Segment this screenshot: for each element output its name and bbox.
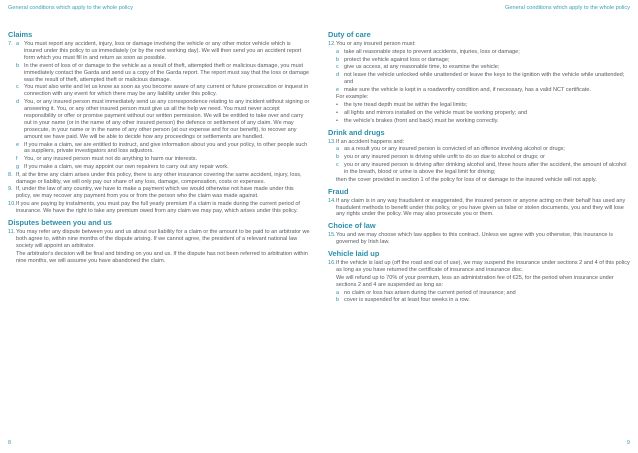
law-heading: Choice of law xyxy=(328,221,376,231)
clause-number: 7. xyxy=(8,41,13,47)
clause-12: 12. You or any insured person must: xyxy=(328,41,416,47)
clause-16-continued: We will refund up to 70% of your premium, less an administration fee of €25, for the period when insurance under sections 2 and 4 are suspended as long as: xyxy=(336,275,614,288)
clause-15: 15. You and we may choose which law applies to this contract. Unless we agree with you otherwise, this insurance is governed by Irish law. xyxy=(328,232,613,246)
clause-13c: c you or any insured person is driving after drinking alcohol and, three hours after the accident, the amount of alcohol in the breath, blood or urine is above the legal limit for driving; xyxy=(336,161,627,175)
clause-13b: b you or any insured person is driving while unfit to do so due to alcohol or drugs; or xyxy=(336,154,546,161)
left-column xyxy=(8,30,310,265)
drink-heading: Drink and drugs xyxy=(328,127,385,137)
duty-heading: Duty of care xyxy=(328,30,371,39)
bullet-item: • all lights and mirrors installed on the vehicle must be working properly; and xyxy=(336,109,528,116)
clause-16: 16. If the vehicle is laid up (off the road and out of use), we may suspend the insurance under sections 2 and 4 of this policy as long as you have returned the certificate of insurance and insurance disc. xyxy=(328,260,630,274)
clause-12b: b protect the vehicle against loss or damage; xyxy=(336,56,450,63)
disputes-heading: Disputes between you and us xyxy=(8,218,112,228)
clause-12d: d not leave the vehicle unlocked while unattended or leave the keys to the ignition with the vehicle while unattended; and xyxy=(336,72,625,85)
clause-7a: a You must report any accident, injury, loss or damage involving the vehicle or any other motor vehicle which is insured under this policy to us immediately (or by the next working day). We will then send you an accident report form which you must fill in and return as soon as possible. xyxy=(16,41,302,61)
clause-12e: e make sure the vehicle is kept in a roadworthy condition and, if necessary, has a valid NCT certificate. xyxy=(336,86,592,93)
bullet-item: • the vehicle's brakes (front and back) must be working correctly. xyxy=(336,117,499,124)
page-number-right: 9 xyxy=(626,440,630,446)
clause-13: 13. If an accident happens and: xyxy=(328,138,405,145)
clause-10: 10. If you are paying by instalments, you must pay the full yearly premium if a claim is made during the current period of insurance. We have the right to take any premium owed from any claim we may pay, which arises under this policy. xyxy=(8,201,300,215)
clause-13-then: then the cover provided in section 1 of the policy for loss of or damage to the insured vehicle will not apply. xyxy=(336,176,597,183)
clause-16b: b cover is suspended for at least four weeks in a row. xyxy=(336,297,470,304)
clause-7b: b In the event of loss of or damage to the vehicle as a result of theft, attempted theft or malicious damage, you must immediately contact the Garda and send us a copy of the Garda report. The report must say that the loss or damage was the result of theft, attempted theft or malicious damage. xyxy=(16,62,310,83)
clause-11: 11. You may refer any dispute between you and us about our liability for a claim or the amount to be paid to an arbitrator we both agree to, within nine months of the dispute arising. If we cannot agree, the president of a relevant national law society will appoint an arbitrator. xyxy=(8,229,310,249)
right-column xyxy=(328,30,630,305)
clause-7 xyxy=(8,41,310,62)
clause-7c: c You must also write and let us know as soon as you become aware of any current or future prosecution or inquest in connection with any event for which there may be any liability under this policy. xyxy=(16,84,309,98)
clause-13a: a as a result you or any insured person is convicted of an offence involving alcohol or drugs; xyxy=(336,146,565,153)
clause-7d: d You, or any insured person must immediately send us any correspondence relating to any incident without signing or answering it. You, or any other insured person must give us all the help we need. You must never accept responsibility or offer or promise payment without our written permission. We will be entitled to take over and carry out in your name (or in the name of any other insured person) the defence or settlement of any claim. We may prosecute, in your name or in the name of any other person (at our expense and for our benefit), to recover any amount we have paid. We will be able to decide how any proceedings or settlements are handled. xyxy=(16,99,310,140)
clause-12a: a take all reasonable steps to prevent accidents, injuries, loss or damage; xyxy=(336,48,520,55)
page-header-left: General conditions which apply to the whole policy xyxy=(8,5,133,11)
clause-16a: a no claim or loss has arisen during the current period of insurance; and xyxy=(336,289,516,296)
clause-7f: f You, or any insured person must not do anything to harm our interests. xyxy=(16,156,198,163)
fraud-heading: Fraud xyxy=(328,186,349,196)
bullet-item: • the tyre tread depth must be within the legal limits; xyxy=(336,102,468,109)
claims-heading: Claims xyxy=(8,30,33,39)
laidup-heading: Vehicle laid up xyxy=(328,249,380,259)
clause-9: 9. If, under the law of any country, we have to make a payment which we would otherwise not have made under this policy, we may recover any payment from you or from the person who the claim was made against. xyxy=(8,186,294,200)
clause-8: 8. If, at the time any claim arises under this policy, there is any other insurance covering the same accident, injury, loss, damage or liability, we will only pay our share of any loss, damage, compensation, costs or expenses. xyxy=(8,171,302,185)
page-number-left: 8 xyxy=(8,440,12,446)
clause-7e: e If you make a claim, we are entitled to instruct, and give information about you and your policy, to other people such as suppliers, private investigators and loss adjustors. xyxy=(16,141,308,155)
page-header-right: General conditions which apply to the whole policy xyxy=(505,5,630,11)
clause-12c: c give us access, at any reasonable time, to examine the vehicle; xyxy=(336,64,500,71)
example-label: For example: xyxy=(336,94,369,101)
clause-7g: g If you make a claim, we may appoint our own repairers to carry out any repair work. xyxy=(16,163,229,170)
clause-14: 14. If any claim is in any way fraudulent or exaggerated, the insured person or anyone acting on their behalf has used any fraudulent methods to benefit under this policy, or you have given us false or stolen documents, you and they will lose any rights under the policy. We may also prosecute you or them. xyxy=(328,197,626,218)
clause-11-continued: The arbitrator's decision will be final and binding on you and us. If the dispute has not been referred to arbitration within nine months, we will assume you have abandoned the claim. xyxy=(16,250,308,264)
